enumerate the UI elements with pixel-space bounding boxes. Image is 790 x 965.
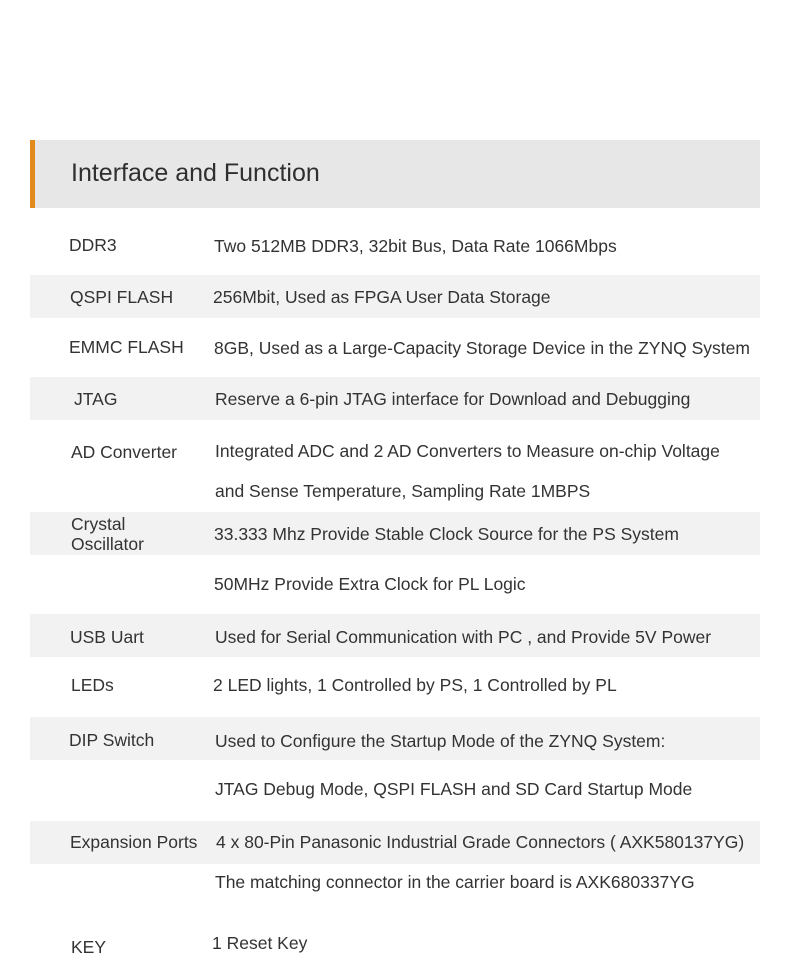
row-value-leds: 2 LED lights, 1 Controlled by PS, 1 Controlled by PL [213,675,617,695]
row-value-usb-uart: Used for Serial Communication with PC , and Provide 5V Power [215,627,712,647]
section-header [30,140,760,208]
row-value-ddr3: Two 512MB DDR3, 32bit Bus, Data Rate 1066Mbps [214,236,617,256]
row-value-expansion-ports-line1: 4 x 80-Pin Panasonic Industrial Grade Connectors ( AXK580137YG) [216,832,745,852]
row-value-dip-switch-line1: Used to Configure the Startup Mode of the ZYNQ System: [215,731,666,751]
row-label-crystal-oscillator-line1: Crystal [71,514,126,534]
row-value-qspi-flash: 256Mbit, Used as FPGA User Data Storage [213,287,551,307]
row-label-crystal-oscillator-line2: Oscillator [71,534,144,554]
row-label-key: KEY [71,937,107,957]
section-title: Interface and Function [71,159,320,187]
row-label-leds: LEDs [71,675,114,695]
row-value-ad-converter-line1: Integrated ADC and 2 AD Converters to Measure on-chip Voltage [215,441,720,461]
row-label-usb-uart: USB Uart [70,627,144,647]
row-value-ad-converter-line2: and Sense Temperature, Sampling Rate 1MBPS [215,481,591,501]
row-label-expansion-ports: Expansion Ports [70,832,198,852]
row-value-crystal-oscillator-line2: 50MHz Provide Extra Clock for PL Logic [214,574,526,594]
row-value-jtag: Reserve a 6-pin JTAG interface for Download and Debugging [215,389,691,409]
row-value-crystal-oscillator-line1: 33.333 Mhz Provide Stable Clock Source for the PS System [214,524,679,544]
row-value-expansion-ports-line2: The matching connector in the carrier board is AXK680337YG [215,872,695,892]
row-label-crystal-oscillator [71,514,191,554]
row-label-ad-converter: AD Converter [71,442,178,462]
row-value-dip-switch-line2: JTAG Debug Mode, QSPI FLASH and SD Card Startup Mode [215,779,693,799]
row-value-emmc-flash: 8GB, Used as a Large-Capacity Storage Device in the ZYNQ System [214,338,750,358]
row-label-jtag: JTAG [74,389,118,409]
row-label-qspi-flash: QSPI FLASH [70,287,174,307]
row-label-ddr3: DDR3 [69,235,117,255]
row-label-emmc-flash: EMMC FLASH [69,337,184,357]
row-value-key: 1 Reset Key [212,933,308,953]
row-label-dip-switch: DIP Switch [69,730,155,750]
